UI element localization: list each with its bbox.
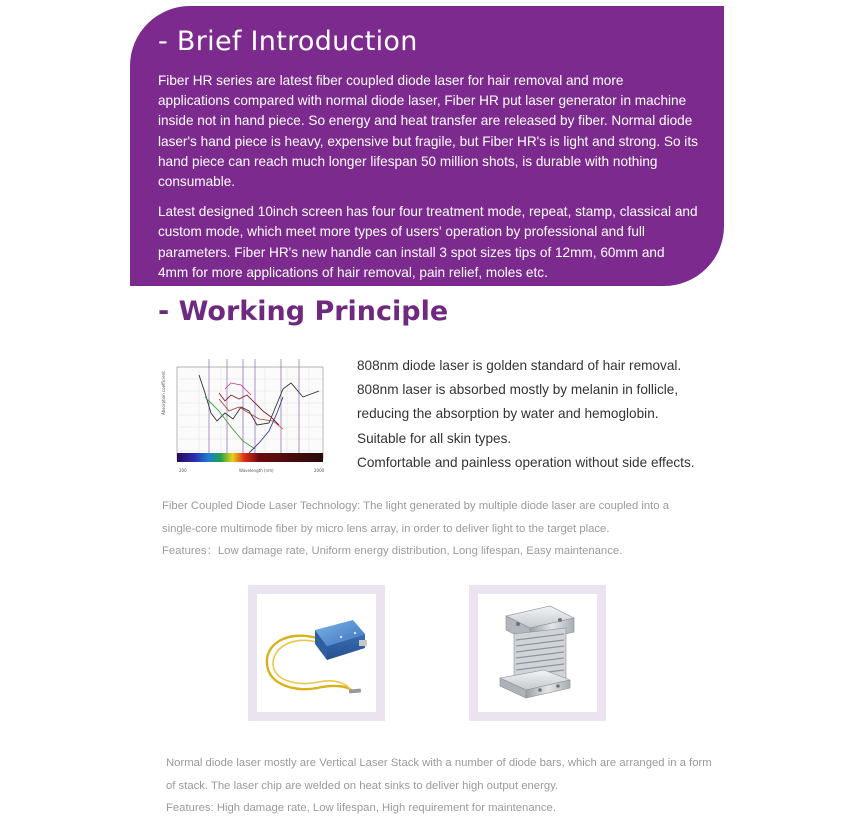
text-line: Features：Low damage rate, Uniform energy distribution, Long lifespan, Easy maintenance. bbox=[162, 545, 623, 557]
normal-diode-laser-text bbox=[166, 752, 712, 820]
vertical-laser-stack-photo bbox=[478, 594, 597, 712]
intro-paragraph-1: Fiber HR series are latest fiber coupled diode laser for hair removal and more applications compared with normal diode laser, Fiber HR put laser generator in machine inside not in hand piece. So energy and heat transfer are released by fiber. Normal diode laser's hand piece is heavy, expensive but fragile, but Fiber HR's is light and strong. So its hand piece can reach much longer lifespan 50 million shots, is durable with nothing consumable. bbox=[158, 73, 698, 190]
principle-point: reducing the absorption by water and hemoglobin. bbox=[357, 406, 659, 422]
fiber-coupled-technology-text bbox=[162, 495, 669, 563]
text-line: Fiber Coupled Diode Laser Technology: The light generated by multiple diode laser are coupled into a bbox=[162, 500, 670, 512]
text-line: single-core multimode fiber by micro lens array, in order to deliver light to the target place. bbox=[162, 522, 610, 535]
working-principle-title: - Working Principle bbox=[158, 296, 449, 327]
text-line: Normal diode laser mostly are Vertical Laser Stack with a number of diode bars, which are arranged in a form bbox=[166, 757, 712, 769]
svg-text:200: 200 bbox=[179, 468, 187, 473]
intro-paragraph-2: Latest designed 10inch screen has four four treatment mode, repeat, stamp, classical and custom mode, which meet more types of users' operation by professional and full parameters. Fiber HR's new handle can install 3 spot sizes tips of 12mm, 60mm and 4mm for more applications of hair removal, pain relief, moles etc. bbox=[158, 204, 698, 280]
laser-stack-photo-frame bbox=[469, 585, 606, 721]
principle-point: Suitable for all skin types. bbox=[357, 430, 512, 446]
text-line: Features: High damage rate, Low lifespan, High requirement for maintenance. bbox=[166, 802, 556, 814]
principle-point: Comfortable and painless operation without side effects. bbox=[357, 454, 695, 470]
text-line: of stack. The laser chip are welded on heat sinks to deliver high output energy. bbox=[166, 779, 559, 792]
svg-text:Wavelength (nm): Wavelength (nm) bbox=[239, 468, 274, 473]
working-principle-points bbox=[357, 354, 695, 475]
fiber-laser-photo-frame bbox=[248, 585, 385, 721]
fiber-coupled-laser-module-photo bbox=[257, 594, 376, 712]
principle-point: 808nm diode laser is golden standard of hair removal. bbox=[357, 358, 682, 373]
brief-introduction-panel bbox=[130, 6, 724, 286]
brief-introduction-title: - Brief Introduction bbox=[158, 26, 418, 57]
svg-text:Absorption coefficient: Absorption coefficient bbox=[161, 371, 166, 415]
svg-text:2000: 2000 bbox=[314, 468, 325, 473]
principle-point: 808nm laser is absorbed mostly by melanin in follicle, bbox=[357, 382, 679, 398]
absorption-spectrum-chart bbox=[159, 353, 333, 479]
